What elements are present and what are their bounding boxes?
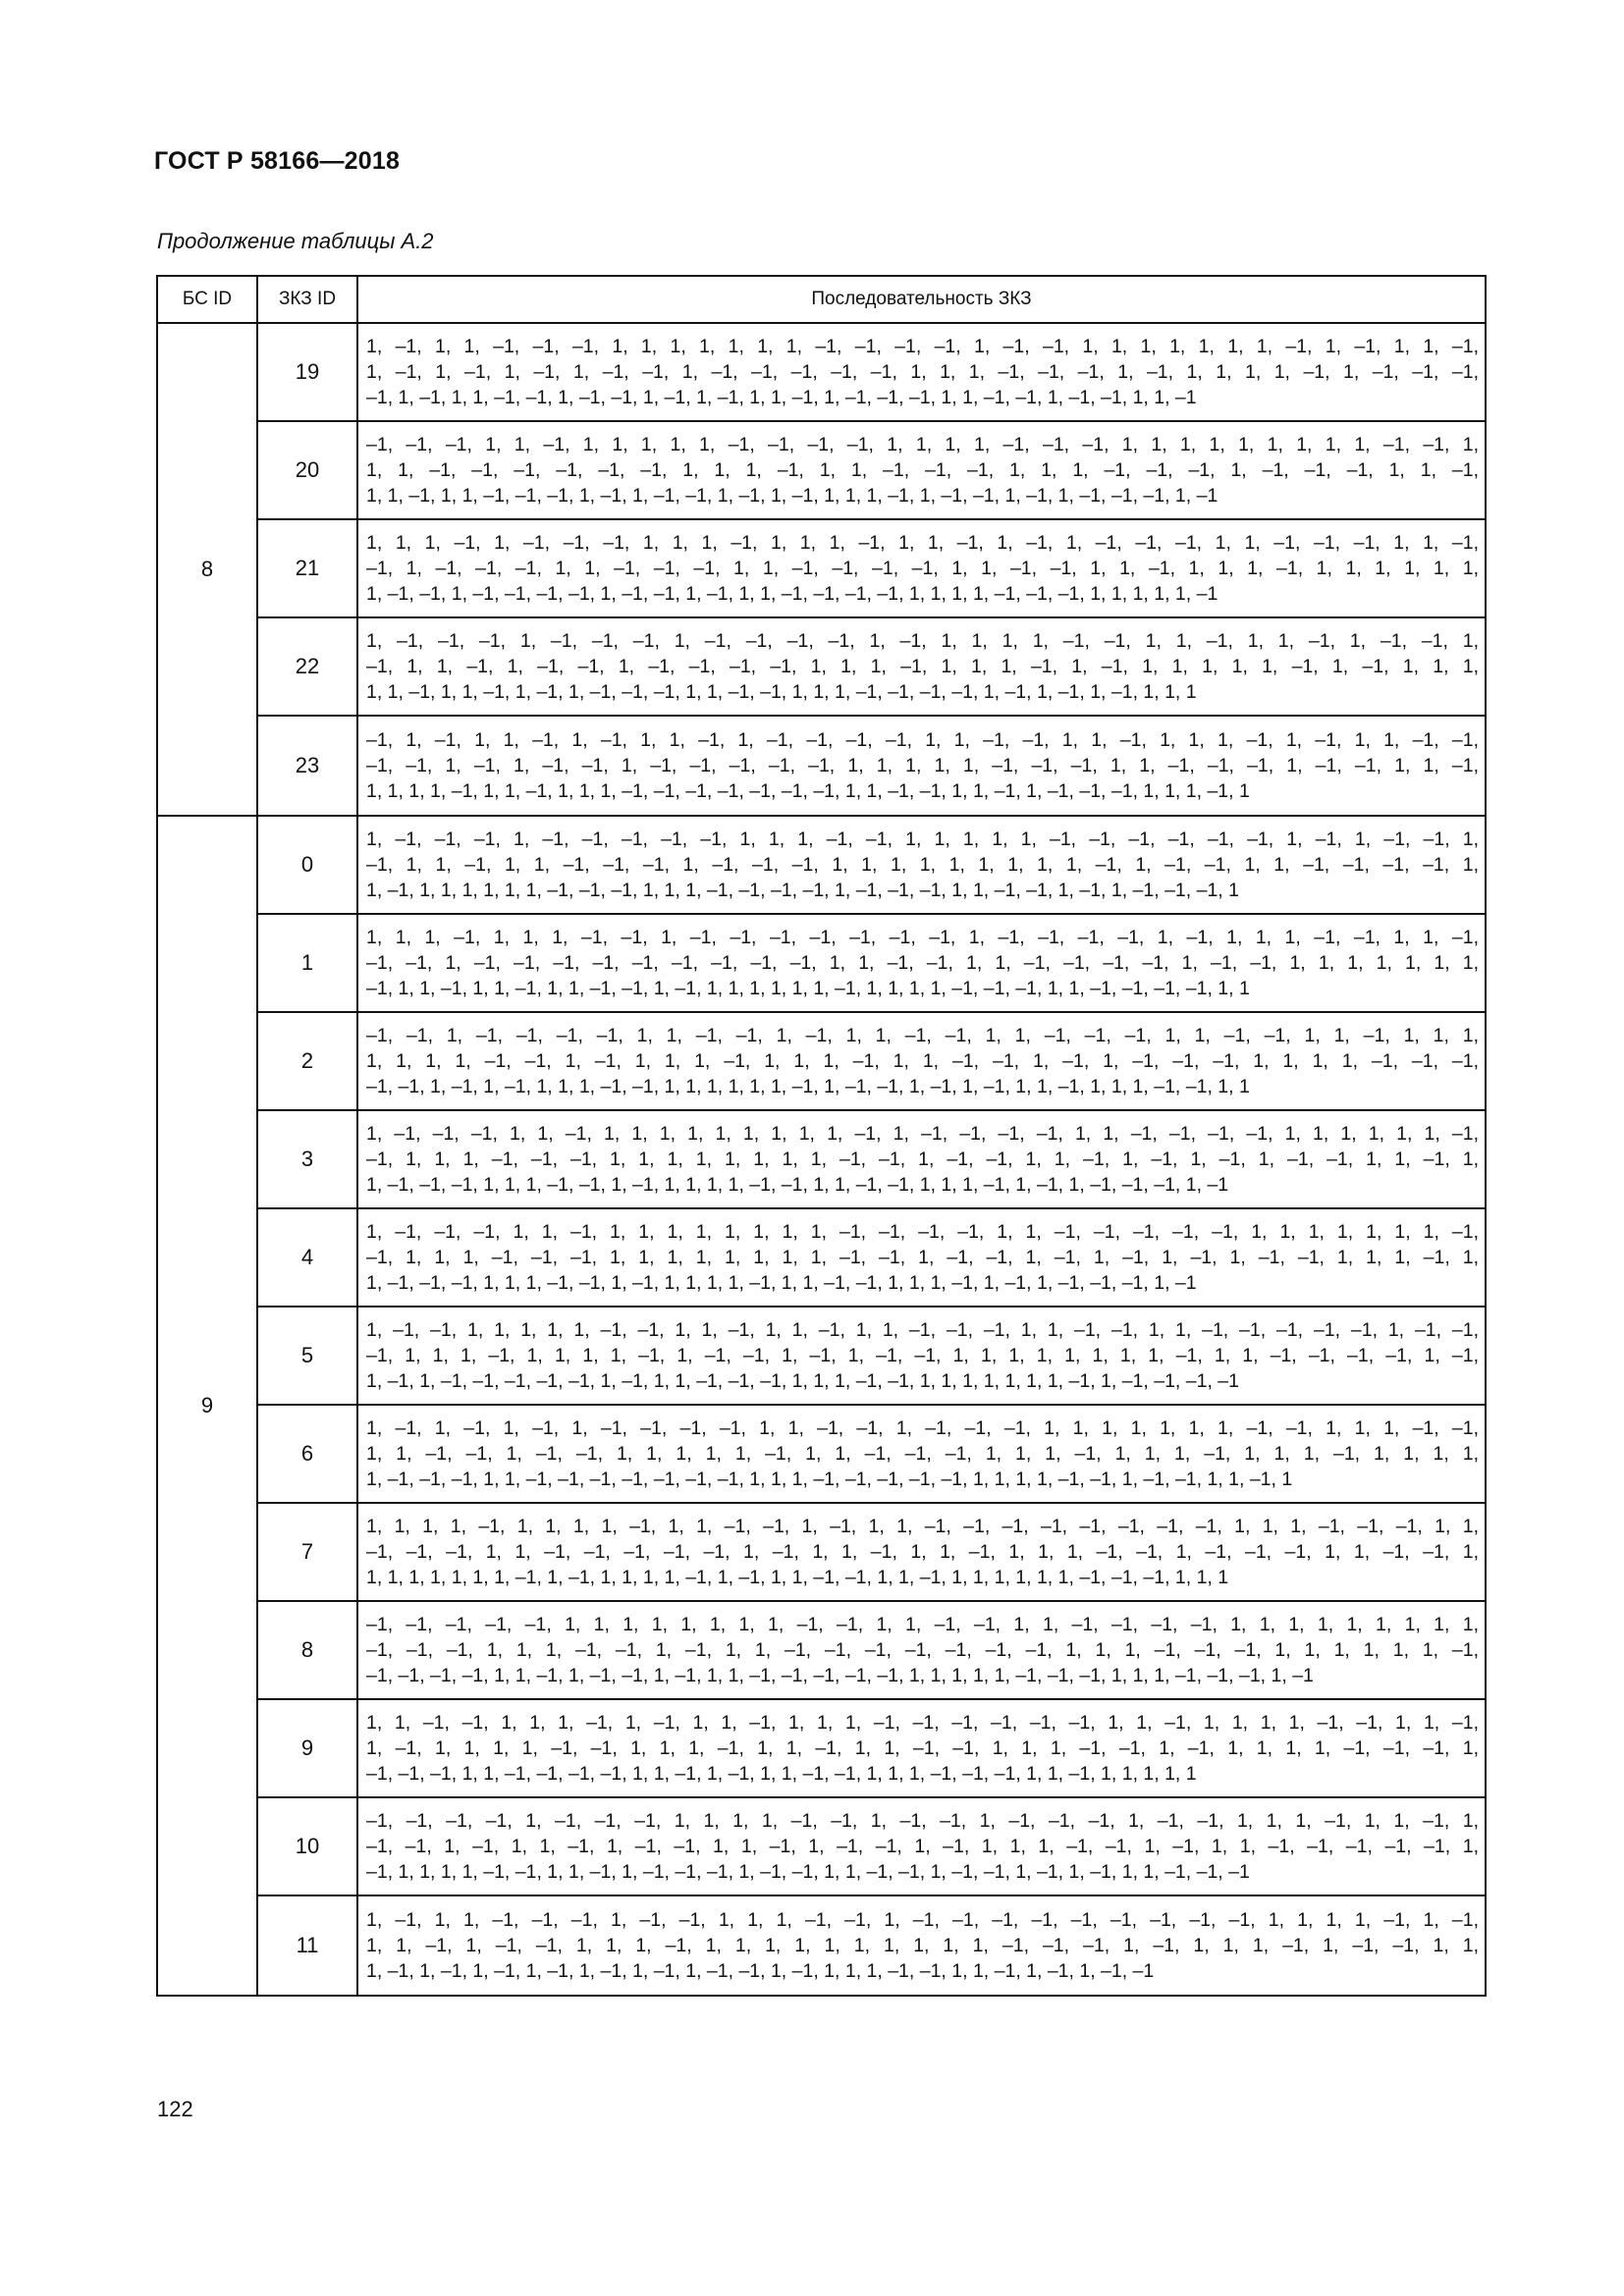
sequence-line: –1, 1, 1, 1, –1, –1, –1, 1, 1, 1, 1, 1, 1, 1, 1, –1, –1, 1, –1, –1, 1, –1, 1, –1, 1, –1, 1, –1, –1, 1, 1, 1, –1, 1, [366, 1247, 1479, 1268]
sequence-line: 1, –1, –1, –1, 1, 1, 1, –1, –1, 1, –1, 1, 1, 1, 1, –1, –1, 1, 1, –1, –1, 1, 1, 1, –1, 1, –1, 1, –1, –1, –1, 1, –1 [366, 1174, 1229, 1196]
sequence-table [156, 275, 1487, 1997]
sequence-line: 1, 1, 1, –1, 1, –1, –1, –1, 1, 1, 1, –1, 1, 1, 1, –1, 1, 1, –1, 1, –1, 1, –1, –1, –1, 1, 1, –1, –1, –1, 1, 1, –1, [366, 532, 1479, 554]
sequence-line: –1, –1, 1, –1, –1, –1, –1, –1, –1, –1, –1, –1, 1, 1, –1, –1, 1, 1, –1, –1, –1, –1, 1, –1, –1, 1, 1, 1, 1, 1, 1, 1, [366, 952, 1479, 974]
column-header-sequence: Последовательность ЗКЗ [357, 276, 1486, 323]
zkz-id-cell: 5 [258, 1308, 356, 1406]
sequence-cell [358, 520, 1485, 618]
sequence-line: –1, 1, 1, –1, 1, 1, –1, 1, 1, –1, –1, 1, –1, 1, 1, 1, 1, 1, 1, –1, 1, 1, 1, 1, –1, –1, –1, 1, 1, –1, –1, –1, –1, 1, 1 [366, 978, 1250, 999]
sequence-line: –1, 1, 1, –1, 1, 1, –1, –1, –1, 1, –1, –1, –1, 1, 1, 1, 1, 1, 1, 1, 1, 1, –1, 1, –1, –1, 1, 1, –1, –1, –1, –1, 1, [366, 854, 1479, 876]
table-group-row [157, 323, 1486, 816]
sequence-line: –1, –1, –1, –1, 1, 1, –1, 1, –1, –1, 1, –1, 1, 1, –1, –1, –1, –1, –1, 1, 1, 1, 1, 1, –1, –1, –1, 1, 1, 1, –1, –1, –1, 1, –1 [366, 1665, 1314, 1686]
sequence-cell [358, 1111, 1485, 1209]
sequence-line: 1, 1, –1, 1, –1, –1, 1, 1, 1, –1, 1, 1, 1, 1, 1, 1, 1, 1, 1, 1, –1, –1, –1, 1, –1, 1, 1, 1, –1, 1, –1, –1, 1, 1, [366, 1935, 1479, 1956]
sequence-line: 1, 1, –1, –1, –1, –1, –1, –1, 1, 1, 1, –1, 1, 1, –1, –1, –1, 1, 1, 1, –1, –1, –1, 1, –1, –1, –1, 1, 1, –1, [366, 459, 1479, 481]
sequence-line: 1, 1, 1, 1, –1, –1, 1, –1, 1, 1, 1, –1, 1, 1, 1, –1, 1, 1, –1, –1, 1, –1, 1, –1, –1, –1, 1, 1, 1, 1, –1, –1, –1, [366, 1050, 1479, 1072]
zkz-id-cell: 19 [258, 324, 356, 422]
zkz-id-cell: 0 [258, 817, 356, 915]
sequence-cell [358, 1798, 1485, 1896]
sequence-cell [358, 618, 1485, 717]
zkz-id-cell: 1 [258, 915, 356, 1013]
sequence-cell [358, 1700, 1485, 1798]
sequence-line: –1, –1, 1, –1, 1, –1, 1, 1, 1, –1, –1, 1, 1, 1, 1, 1, 1, –1, 1, –1, –1, 1, –1, 1, –1, 1, 1, –1, 1, 1, 1, –1, –1, 1, 1 [366, 1076, 1250, 1097]
sequence-line: 1, –1, 1, –1, –1, –1, –1, –1, 1, –1, 1, 1, –1, –1, –1, 1, 1, 1, –1, –1, 1, 1, 1, 1, 1, 1, 1, –1, 1, –1, –1, –1, –1 [366, 1370, 1239, 1392]
sequence-column [357, 816, 1486, 1996]
sequence-line: –1, –1, 1, –1, –1, –1, –1, 1, 1, –1, –1, 1, –1, 1, 1, –1, –1, 1, 1, –1, –1, –1, 1, 1, –1, –1, 1, 1, –1, 1, 1, 1, [366, 1025, 1479, 1046]
zkz-id-cell: 3 [258, 1111, 356, 1209]
sequence-cell [358, 717, 1485, 815]
sequence-line: 1, –1, –1, 1, 1, 1, 1, 1, –1, –1, 1, 1, –1, 1, 1, –1, 1, 1, –1, –1, –1, 1, 1, –1, –1, 1, 1, –1, –1, –1, –1, –1, 1, –1, –1, [366, 1319, 1479, 1341]
sequence-line: 1, 1, 1, 1, –1, 1, 1, –1, 1, 1, 1, –1, –1, –1, –1, –1, –1, –1, 1, 1, –1, –1, 1, 1, –1, 1, –1, –1, –1, 1, 1, 1, –1, 1 [366, 780, 1250, 802]
zkz-id-cell: 9 [258, 1700, 356, 1798]
table-header-row [157, 276, 1486, 323]
sequence-cell [358, 1896, 1485, 1995]
sequence-line: 1, –1, –1, –1, 1, –1, –1, –1, 1, –1, –1, –1, –1, 1, –1, 1, 1, 1, 1, –1, –1, 1, 1, –1, 1, 1, –1, 1, –1, –1, 1, [366, 630, 1479, 652]
bs-id-cell: 9 [157, 816, 257, 1996]
zkz-id-cell: 8 [258, 1602, 356, 1700]
column-header-zkz-id: ЗКЗ ID [257, 276, 357, 323]
sequence-line: 1, 1, 1, 1, –1, 1, 1, 1, 1, –1, 1, 1, –1, –1, 1, –1, 1, 1, –1, –1, –1, –1, –1, –1, –1, –1, 1, 1, 1, –1, –1, –1, 1, 1, [366, 1516, 1479, 1537]
sequence-line: –1, –1, 1, –1, 1, –1, –1, 1, –1, –1, –1, –1, –1, 1, 1, 1, 1, 1, –1, –1, –1, 1, 1, –1, –1, –1, 1, –1, –1, 1, 1, –1, [366, 755, 1479, 776]
sequence-line: 1, 1, 1, 1, 1, 1, 1, –1, 1, –1, 1, 1, 1, 1, –1, 1, –1, 1, 1, –1, –1, 1, 1, –1, 1, 1, 1, 1, 1, 1, –1, –1, –1, 1, 1, 1 [366, 1567, 1229, 1588]
sequence-cell [358, 915, 1485, 1013]
sequence-line: 1, –1, –1, –1, 1, 1, 1, –1, –1, 1, –1, 1, 1, 1, 1, –1, 1, 1, –1, –1, 1, 1, 1, –1, 1, –1, 1, –1, –1, –1, 1, –1 [366, 1272, 1197, 1294]
table-caption: Продолжение таблицы А.2 [157, 229, 434, 253]
zkz-id-cell: 23 [295, 753, 320, 777]
sequence-line: –1, 1, –1, 1, 1, –1, –1, 1, –1, –1, 1, –1, 1, –1, 1, 1, –1, 1, –1, –1, –1, 1, 1, –1, –1, 1, –1, –1, 1, 1, –1 [366, 387, 1197, 408]
sequence-line: 1, –1, –1, –1, 1, –1, –1, –1, –1, –1, 1, 1, 1, –1, –1, 1, 1, 1, 1, 1, –1, –1, –1, –1, –1, –1, 1, –1, 1, –1, –1, 1, [366, 828, 1479, 850]
zkz-id-cell: 2 [258, 1013, 356, 1111]
sequence-line: 1, –1, –1, –1, 1, 1, –1, –1, –1, –1, –1, –1, –1, 1, 1, 1, –1, –1, –1, –1, –1, 1, 1, 1, 1, –1, –1, 1, –1, –1, 1, 1, –1, 1 [366, 1468, 1293, 1490]
sequence-line: 1, 1, 1, –1, 1, 1, 1, –1, –1, 1, –1, –1, –1, –1, –1, –1, –1, 1, –1, –1, –1, –1, 1, –1, 1, 1, 1, –1, –1, 1, 1, –1, [366, 927, 1479, 948]
zkz-id-cell: 4 [258, 1209, 356, 1308]
sequence-line: 1, –1, 1, 1, –1, –1, –1, 1, 1, 1, 1, 1, 1, 1, –1, –1, –1, –1, 1, –1, –1, 1, 1, 1, 1, 1, 1, 1, –1, 1, –1, 1, 1, –1, [366, 336, 1479, 357]
sequence-line: 1, 1, –1, 1, 1, –1, –1, –1, 1, –1, 1, –1, –1, 1, –1, 1, –1, 1, 1, 1, –1, 1, –1, –1, 1, –1, 1, –1, –1, –1, 1, –1 [366, 485, 1218, 507]
zkz-id-column [257, 323, 357, 816]
sequence-line: 1, –1, 1, –1, 1, –1, 1, –1, –1, 1, –1, –1, –1, –1, –1, 1, 1, 1, –1, –1, –1, 1, –1, 1, 1, 1, 1, –1, 1, –1, –1, –1, [366, 361, 1479, 383]
sequence-line: 1, –1, –1, –1, 1, 1, –1, 1, 1, 1, 1, 1, 1, 1, 1, 1, –1, 1, –1, –1, –1, –1, 1, 1, –1, –1, –1, –1, 1, 1, 1, 1, 1, 1, –1, [366, 1123, 1479, 1145]
sequence-line: –1, –1, –1, –1, 1, –1, –1, –1, 1, 1, 1, 1, –1, –1, 1, –1, –1, 1, –1, –1, –1, 1, –1, –1, 1, 1, 1, –1, 1, 1, –1, 1, [366, 1810, 1479, 1832]
sequence-cell [358, 1013, 1485, 1111]
sequence-cell [358, 1209, 1485, 1308]
sequence-cell [358, 1406, 1485, 1504]
page-number: 122 [157, 2097, 193, 2121]
bs-id-cell: 8 [157, 323, 257, 816]
sequence-line: –1, –1, –1, 1, 1, –1, 1, 1, 1, 1, 1, –1, –1, –1, –1, 1, 1, 1, 1, –1, –1, –1, 1, 1, 1, 1, 1, 1, 1, 1, 1, –1, –1, 1, [366, 434, 1479, 455]
sequence-line: –1, 1, 1, 1, –1, 1, 1, 1, 1, –1, 1, –1, –1, 1, –1, 1, –1, –1, 1, 1, 1, 1, 1, 1, 1, 1, –1, 1, 1, –1, –1, –1, –1, 1, –1, [366, 1345, 1479, 1366]
sequence-cell [358, 817, 1485, 915]
sequence-line: 1, –1, –1, 1, –1, –1, –1, –1, 1, –1, –1, 1, –1, 1, 1, –1, –1, –1, –1, 1, 1, 1, 1, –1, –1, –1, 1, 1, 1, 1, 1, –1 [366, 583, 1218, 605]
sequence-line: 1, –1, 1, 1, 1, 1, –1, –1, 1, 1, 1, –1, 1, 1, –1, 1, 1, –1, –1, 1, 1, 1, –1, –1, 1, –1, 1, 1, 1, 1, –1, –1, –1, 1, [366, 1737, 1479, 1759]
column-header-bs-id: БС ID [157, 276, 257, 323]
zkz-id-cell: 11 [296, 1933, 319, 1957]
sequence-line: 1, –1, 1, 1, 1, 1, 1, 1, –1, –1, –1, 1, 1, 1, –1, –1, –1, –1, 1, –1, –1, –1, 1, 1, –1, –1, 1, –1, 1, –1, –1, –1, 1 [366, 880, 1239, 901]
zkz-id-cell: 22 [258, 618, 356, 717]
sequence-line: 1, 1, –1, 1, 1, –1, 1, –1, 1, –1, –1, –1, 1, 1, –1, –1, 1, 1, 1, –1, –1, –1, –1, 1, –1, 1, –1, 1, –1, 1, 1, 1 [366, 681, 1197, 703]
sequence-cell [358, 1308, 1485, 1406]
sequence-line: 1, –1, 1, –1, 1, –1, 1, –1, 1, –1, 1, –1, 1, –1, –1, 1, –1, 1, 1, 1, –1, –1, 1, 1, –1, 1, –1, 1, –1, –1 [366, 1960, 1155, 1982]
sequence-cell [358, 1602, 1485, 1700]
sequence-line: 1, –1, 1, 1, –1, –1, –1, 1, –1, –1, 1, 1, 1, –1, –1, 1, –1, –1, –1, –1, –1, –1, –1, –1, –1, 1, 1, 1, 1, –1, 1, –1, [366, 1909, 1479, 1931]
sequence-line: –1, –1, –1, 1, 1, –1, –1, –1, –1, –1, 1, –1, 1, 1, –1, 1, 1, –1, 1, 1, 1, –1, –1, 1, –1, –1, –1, 1, 1, –1, –1, 1, [366, 1541, 1479, 1563]
table-body [157, 323, 1486, 1996]
zkz-id-column [257, 816, 357, 1996]
sequence-line: –1, –1, –1, –1, –1, 1, 1, 1, 1, 1, 1, 1, 1, –1, –1, 1, 1, –1, –1, 1, 1, –1, –1, –1, –1, 1, 1, 1, 1, 1, 1, 1, 1, 1, [366, 1614, 1479, 1635]
zkz-id-cell: 20 [258, 422, 356, 520]
zkz-id-cell: 6 [258, 1406, 356, 1504]
zkz-id-cell: 10 [258, 1798, 356, 1896]
sequence-cell [358, 1504, 1485, 1602]
sequence-line: –1, 1, 1, –1, 1, –1, –1, 1, –1, –1, –1, –1, 1, 1, 1, –1, 1, 1, 1, –1, 1, –1, 1, 1, 1, 1, 1, –1, 1, –1, 1, 1, 1, [366, 656, 1479, 677]
sequence-line: –1, –1, –1, 1, 1, 1, –1, –1, 1, –1, 1, 1, –1, –1, –1, –1, –1, –1, –1, 1, 1, 1, –1, –1, –1, 1, 1, 1, 1, 1, 1, –1, [366, 1639, 1479, 1661]
sequence-cell [358, 422, 1485, 520]
sequence-line: –1, –1, –1, 1, 1, –1, –1, –1, –1, 1, 1, –1, 1, –1, 1, 1, –1, –1, 1, 1, 1, –1, –1, –1, 1, 1, –1, 1, 1, 1, 1, 1 [366, 1763, 1197, 1785]
sequence-line: –1, 1, –1, –1, –1, 1, 1, –1, –1, –1, 1, 1, –1, –1, –1, –1, 1, 1, –1, –1, 1, 1, –1, 1, 1, 1, –1, 1, 1, 1, 1, 1, 1, [366, 558, 1479, 579]
zkz-id-cell: 21 [258, 520, 356, 618]
sequence-line: 1, 1, –1, –1, 1, 1, 1, –1, 1, –1, 1, 1, –1, 1, 1, 1, –1, –1, –1, –1, –1, –1, 1, 1, –1, 1, 1, 1, 1, –1, –1, 1, 1, –1, [366, 1712, 1479, 1734]
sequence-line: –1, 1, 1, 1, 1, –1, –1, 1, 1, –1, 1, –1, –1, –1, 1, –1, –1, 1, 1, –1, –1, 1, –1, –1, 1, –1, 1, –1, 1, 1, –1, –1, –1 [366, 1861, 1250, 1883]
sequence-cell [358, 324, 1485, 422]
zkz-id-cell: 7 [258, 1504, 356, 1602]
sequence-line: 1, –1, 1, –1, 1, –1, 1, –1, –1, –1, –1, 1, 1, –1, –1, 1, –1, –1, –1, 1, 1, 1, 1, 1, 1, 1, –1, –1, 1, 1, 1, –1, –1, [366, 1417, 1479, 1439]
sequence-line: –1, 1, 1, 1, –1, –1, –1, 1, 1, 1, 1, 1, 1, 1, 1, –1, –1, 1, –1, –1, 1, 1, –1, 1, –1, 1, –1, 1, –1, –1, 1, 1, –1, 1, [366, 1148, 1479, 1170]
sequence-line: 1, 1, –1, –1, 1, –1, –1, 1, 1, 1, 1, 1, –1, 1, 1, –1, –1, –1, 1, 1, 1, –1, 1, 1, 1, –1, 1, 1, 1, –1, 1, 1, 1, 1, [366, 1443, 1479, 1465]
sequence-line: 1, –1, –1, –1, 1, 1, –1, 1, 1, 1, 1, 1, 1, 1, 1, –1, –1, –1, –1, 1, 1, –1, –1, –1, –1, –1, 1, 1, 1, 1, 1, 1, 1, –1, [366, 1221, 1479, 1243]
sequence-line: –1, –1, 1, –1, 1, 1, –1, 1, –1, –1, 1, 1, –1, 1, –1, –1, 1, –1, 1, 1, 1, –1, –1, 1, –1, 1, 1, –1, –1, –1, –1, –1, 1, [366, 1836, 1479, 1857]
document-header: ГОСТ Р 58166—2018 [154, 147, 401, 175]
sequence-line: –1, 1, –1, 1, 1, –1, 1, –1, 1, 1, –1, 1, –1, –1, –1, –1, 1, 1, –1, –1, 1, 1, –1, 1, 1, 1, –1, 1, –1, 1, 1, –1, –1, [366, 729, 1479, 751]
sequence-column [357, 323, 1486, 816]
table-group-row [157, 816, 1486, 1996]
